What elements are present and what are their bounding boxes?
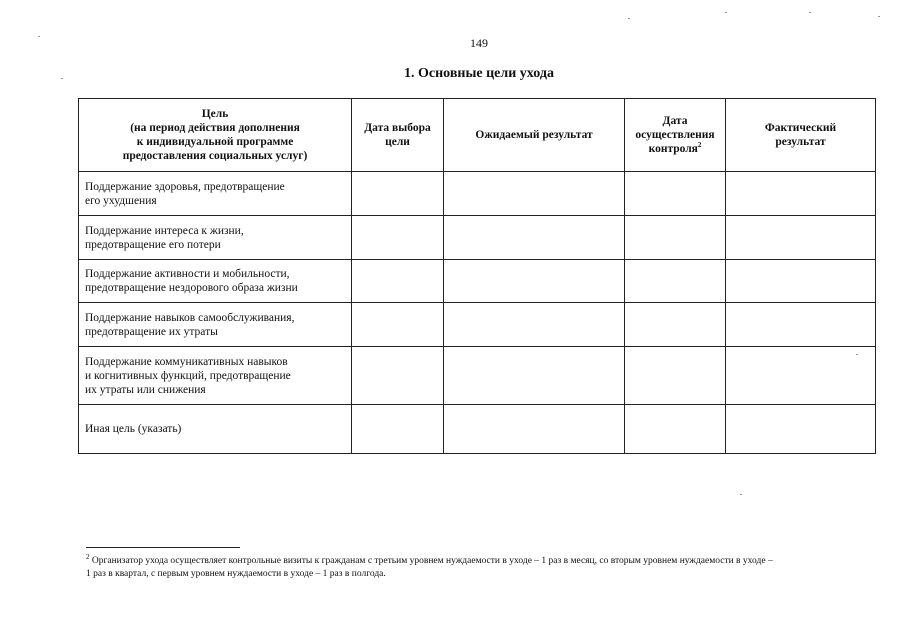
page-number: 149 [470, 36, 488, 50]
scan-speck [809, 12, 811, 13]
footnote: $^2$ Организатор ухода осуществляет контрольные визиты к гражданам с третьим уровнем нуждаемости в уходе – 1 раз в месяц, со вторым уровнем нуждаемости в уходе – 1 раз в квартал, с первым уровнем нуждаемости в уходе – 1 раз в полгода. [86, 552, 773, 579]
control-date-cell[interactable] [625, 405, 726, 454]
footnote-divider [86, 547, 240, 548]
selection-date-cell[interactable] [352, 216, 444, 260]
table-row [79, 172, 876, 216]
actual-result-cell[interactable] [726, 260, 876, 303]
header-expected-result: Ожидаемый результат [444, 99, 625, 172]
actual-result-cell[interactable] [726, 347, 876, 405]
footnote-ref: 2 [697, 141, 702, 150]
goal-cell: Иная цель (указать) [79, 405, 352, 454]
expected-result-cell[interactable] [444, 405, 625, 454]
goal-cell: Поддержание коммуникативных навыков и когнитивных функций, предотвращение их утраты или снижения [79, 347, 352, 405]
expected-result-cell[interactable] [444, 172, 625, 216]
goal-cell: Поддержание интереса к жизни, предотвращение его потери [79, 216, 352, 260]
scan-speck [725, 12, 727, 13]
expected-result-cell[interactable] [444, 260, 625, 303]
table-row [79, 216, 876, 260]
scan-speck [628, 18, 630, 19]
header-selection-date: Дата выбора цели [352, 99, 444, 172]
expected-result-cell[interactable] [444, 303, 625, 347]
actual-result-cell[interactable] [726, 405, 876, 454]
control-date-cell[interactable] [625, 260, 726, 303]
table-row [79, 303, 876, 347]
control-date-cell[interactable] [625, 303, 726, 347]
header-goal: Цель (на период действия дополнения к индивидуальной программе предоставления социальных услуг) [79, 99, 352, 172]
care-goals-table [78, 98, 876, 454]
scan-speck [878, 16, 880, 17]
scan-speck [856, 354, 858, 355]
selection-date-cell[interactable] [352, 303, 444, 347]
control-date-cell[interactable] [625, 347, 726, 405]
control-date-cell[interactable] [625, 172, 726, 216]
table-row [79, 260, 876, 303]
section-title: 1. Основные цели ухода [404, 66, 554, 81]
selection-date-cell[interactable] [352, 405, 444, 454]
expected-result-cell[interactable] [444, 347, 625, 405]
actual-result-cell[interactable] [726, 216, 876, 260]
actual-result-cell[interactable] [726, 303, 876, 347]
selection-date-cell[interactable] [352, 260, 444, 303]
table-header-row [79, 99, 876, 172]
footnote-marker: 2 [86, 552, 90, 561]
header-control-date: Дата осуществления контроля$^2$ [625, 99, 726, 172]
goal-cell: Поддержание активности и мобильности, предотвращение нездорового образа жизни [79, 260, 352, 303]
goal-cell: Поддержание здоровья, предотвращение его ухудшения [79, 172, 352, 216]
selection-date-cell[interactable] [352, 172, 444, 216]
goal-cell: Поддержание навыков самообслуживания, предотвращение их утраты [79, 303, 352, 347]
selection-date-cell[interactable] [352, 347, 444, 405]
table-row [79, 347, 876, 405]
scan-speck [61, 78, 63, 79]
control-date-cell[interactable] [625, 216, 726, 260]
table-row [79, 405, 876, 454]
scan-speck [740, 494, 742, 495]
scan-speck [38, 36, 40, 37]
expected-result-cell[interactable] [444, 216, 625, 260]
header-actual-result: Фактический результат [726, 99, 876, 172]
actual-result-cell[interactable] [726, 172, 876, 216]
